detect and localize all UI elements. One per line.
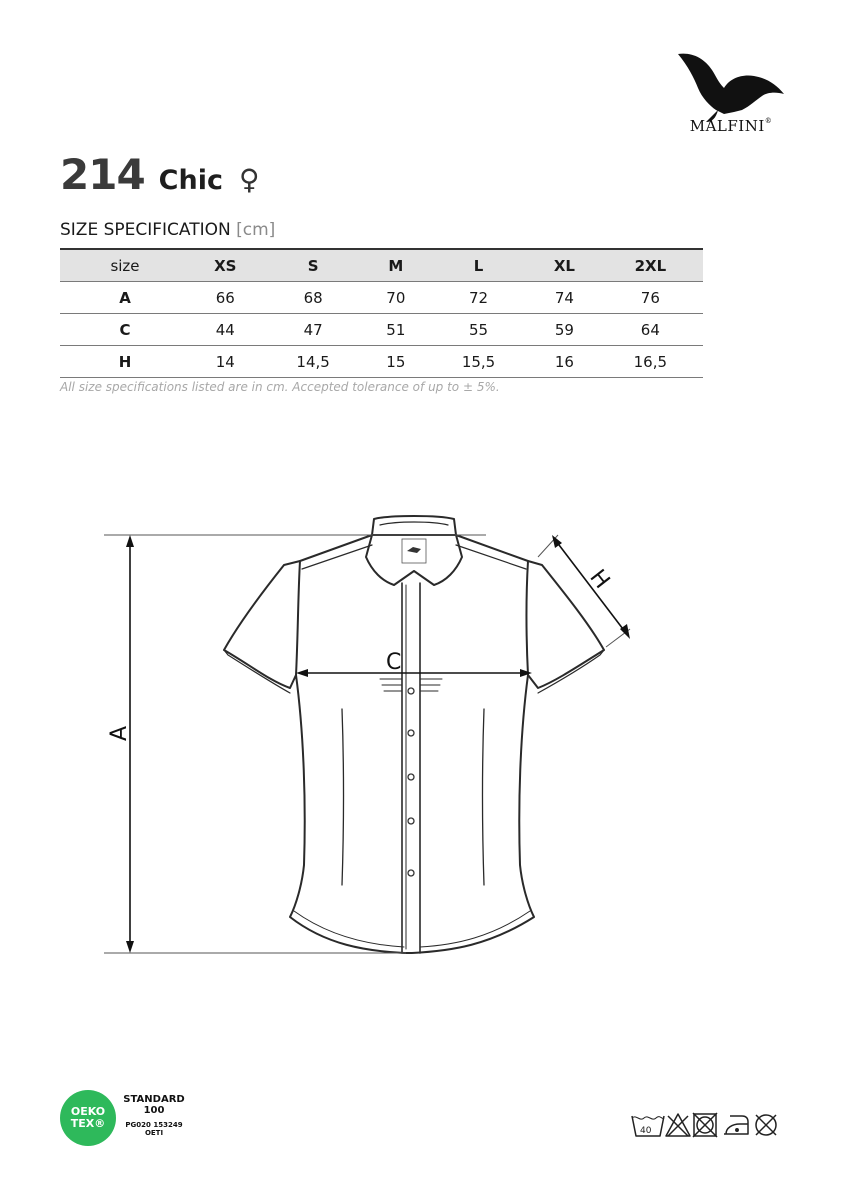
no-tumble-dry-icon bbox=[693, 1113, 717, 1137]
table-cell: 44 bbox=[190, 314, 261, 346]
label-a: A bbox=[107, 725, 132, 741]
size-table bbox=[60, 248, 703, 378]
product-title bbox=[60, 150, 259, 199]
shirt-body-outline bbox=[290, 535, 534, 953]
table-cell: 66 bbox=[190, 282, 261, 314]
oeko-tex-badge bbox=[60, 1090, 116, 1146]
table-cell: 15 bbox=[366, 346, 426, 378]
no-dry-clean-icon bbox=[756, 1115, 776, 1135]
oeko-institute: OETI bbox=[144, 1129, 164, 1137]
shirt-diagram bbox=[90, 505, 670, 975]
header-cell: XS bbox=[190, 249, 261, 282]
table-cell: 64 bbox=[598, 314, 703, 346]
table-cell: 68 bbox=[261, 282, 366, 314]
spec-unit: [cm] bbox=[236, 220, 276, 240]
size-spec-heading bbox=[60, 220, 275, 240]
table-cell: 70 bbox=[366, 282, 426, 314]
header-cell: 2XL bbox=[598, 249, 703, 282]
oeko-line2: TEX® bbox=[70, 1117, 106, 1130]
no-bleach-icon bbox=[666, 1114, 690, 1136]
table-cell: 16 bbox=[531, 346, 598, 378]
oeko-tex-info bbox=[122, 1094, 186, 1137]
table-cell: 14,5 bbox=[261, 346, 366, 378]
brand-name: MALFINI® bbox=[689, 117, 773, 135]
wash-40-icon bbox=[632, 1116, 664, 1136]
header-cell: M bbox=[366, 249, 426, 282]
table-cell: 14 bbox=[190, 346, 261, 378]
table-cell: 74 bbox=[531, 282, 598, 314]
tolerance-note: All size specifications listed are in cm. Accepted tolerance of up to ± 5%. bbox=[60, 380, 500, 394]
table-cell: 51 bbox=[366, 314, 426, 346]
svg-text:40: 40 bbox=[640, 1126, 652, 1136]
table-cell: 16,5 bbox=[598, 346, 703, 378]
header-cell: L bbox=[426, 249, 531, 282]
oeko-certificate: PG020 153249 bbox=[125, 1121, 183, 1129]
oeko-number: 100 bbox=[143, 1105, 165, 1116]
oeko-standard: STANDARD bbox=[123, 1094, 185, 1105]
header-cell: S bbox=[261, 249, 366, 282]
oeko-line1: OEKO bbox=[70, 1105, 106, 1118]
placket bbox=[402, 583, 420, 953]
table-cell: 15,5 bbox=[426, 346, 531, 378]
product-code: 214 bbox=[60, 150, 145, 199]
row-label: C bbox=[60, 314, 190, 346]
left-sleeve bbox=[224, 561, 300, 688]
table-row bbox=[60, 314, 703, 346]
spec-heading-text: SIZE SPECIFICATION bbox=[60, 220, 231, 240]
table-cell: 55 bbox=[426, 314, 531, 346]
table-cell: 76 bbox=[598, 282, 703, 314]
table-cell: 72 bbox=[426, 282, 531, 314]
row-label: A bbox=[60, 282, 190, 314]
header-cell: size bbox=[60, 249, 190, 282]
table-header-row bbox=[60, 249, 703, 282]
care-symbols bbox=[630, 1110, 790, 1142]
header-cell: XL bbox=[531, 249, 598, 282]
label-h: H bbox=[584, 565, 615, 594]
female-symbol-icon: ♀ bbox=[238, 163, 260, 196]
iron-low-icon bbox=[724, 1116, 748, 1134]
row-label: H bbox=[60, 346, 190, 378]
table-row bbox=[60, 346, 703, 378]
table-row bbox=[60, 282, 703, 314]
label-c: C bbox=[386, 650, 402, 675]
table-cell: 59 bbox=[531, 314, 598, 346]
table-cell: 47 bbox=[261, 314, 366, 346]
product-name: Chic bbox=[158, 165, 223, 196]
